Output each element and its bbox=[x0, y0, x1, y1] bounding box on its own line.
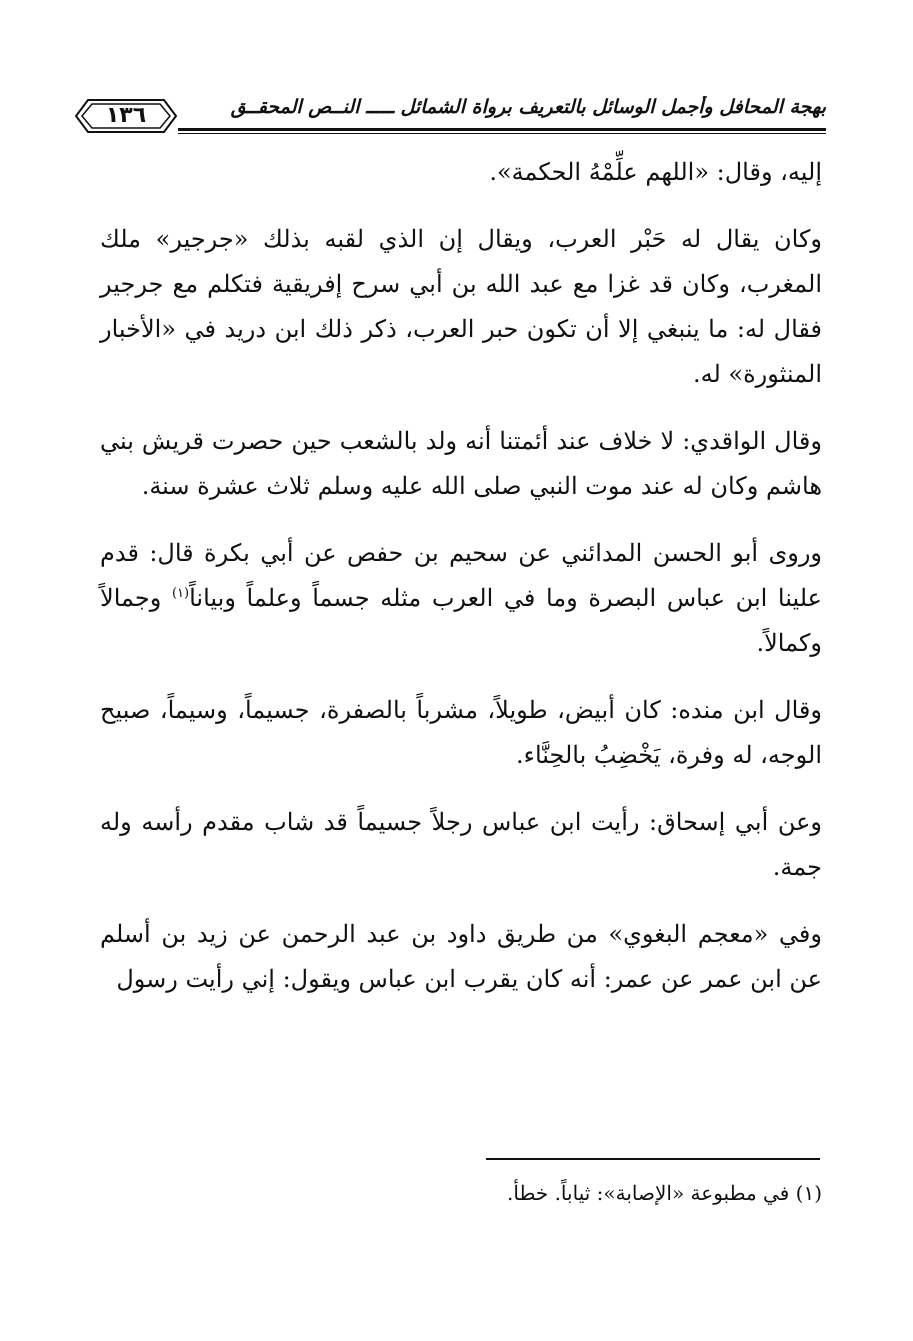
footnote-divider bbox=[486, 1158, 820, 1160]
paragraph-4 bbox=[100, 531, 822, 666]
paragraph-5: وقال ابن منده: كان أبيض، طويلاً، مشرباً بالصفرة، جسيماً، وسيماً، صبيح الوجه، له وفرة، يَخْضِبُ بالحِنَّاء. bbox=[100, 696, 822, 769]
paragraph-3: وقال الواقدي: لا خلاف عند أئمتنا أنه ولد بالشعب حين حصرت قريش بني هاشم وكان له عند موت النبي صلى الله عليه وسلم ثلاث عشرة سنة. bbox=[100, 427, 822, 500]
page-number: ١٣٦ bbox=[105, 103, 147, 128]
header-rule-thin bbox=[178, 133, 826, 134]
page-header bbox=[74, 92, 826, 144]
footnote-reference[interactable]: (١) bbox=[171, 586, 190, 601]
page-number-badge bbox=[74, 98, 178, 134]
running-title: بهجة المحافل وأجمل الوسائل بالتعريف برواة الشمائل ـــــ النــص المحقــق bbox=[230, 96, 826, 118]
paragraph-6: وعن أبي إسحاق: رأيت ابن عباس رجلاً جسيماً قد شاب مقدم رأسه وله جمة. bbox=[100, 808, 822, 881]
footnote: (١) في مطبوعة «الإصابة»: ثياباً. خطأ. bbox=[507, 1181, 822, 1205]
paragraph-4-tail: وجمالاً وكمالاً. bbox=[100, 584, 822, 657]
paragraph-4-text: وروى أبو الحسن المدائني عن سحيم بن حفص عن أبي بكرة قال: قدم علينا ابن عباس البصرة وما في العرب مثله جسماً وعلماً وبياناً bbox=[100, 539, 822, 612]
paragraph-2: وكان يقال له حَبْر العرب، ويقال إن الذي لقبه بذلك «جرجير» ملك المغرب، وكان قد غزا مع عبد الله بن أبي سرح إفريقية فتكلم مع جرجير فقال له: ما ينبغي إلا أن تكون حبر العرب، ذكر ذلك ابن دريد في «الأخبار المنثورة» له. bbox=[100, 225, 822, 388]
paragraph-7: وفي «معجم البغوي» من طريق داود بن عبد الرحمن عن زيد بن أسلم عن ابن عمر عن عمر: أنه كان يقرب ابن عباس ويقول: إني رأيت رسول bbox=[100, 920, 822, 993]
body-text bbox=[100, 150, 822, 1024]
paragraph-1: إليه، وقال: «اللهم علِّمْهُ الحكمة». bbox=[489, 158, 822, 186]
header-rule bbox=[178, 128, 826, 131]
